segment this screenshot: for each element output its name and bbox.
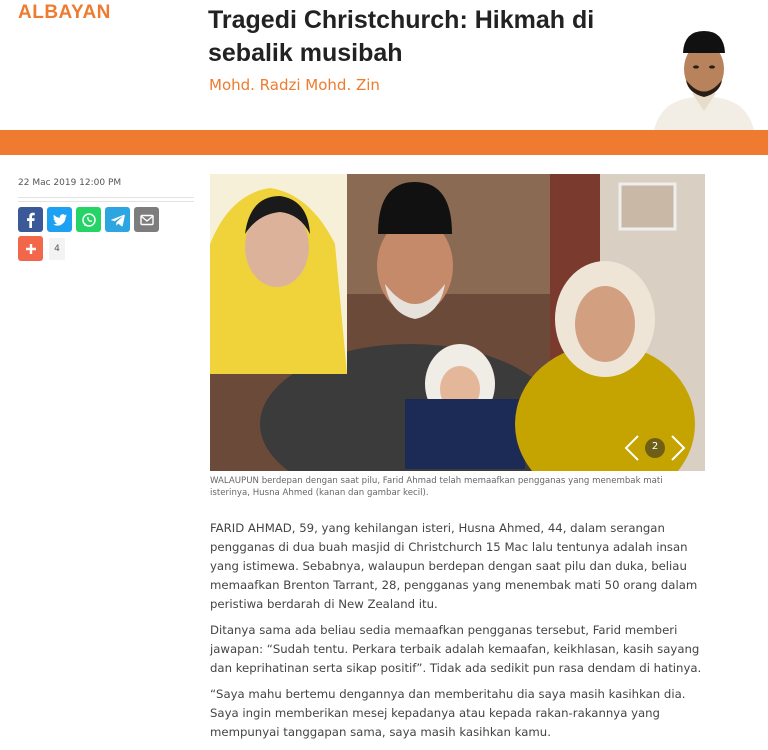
chevron-left-icon[interactable] [626, 436, 638, 460]
article-paragraph: Ditanya sama ada beliau sedia memaafkan pengganas tersebut, Farid memberi jawapan: “Sudah tentu. Perkara terbaik adalah kemaafan, keikhlasan, kasih sayang dan keprihatinan serta sikap positif”. Tidak ada sedikit pun rasa dendam di hatinya. [210, 623, 702, 675]
more-share-button[interactable] [18, 236, 43, 261]
email-icon [139, 212, 155, 228]
chevron-right-icon[interactable] [672, 436, 684, 460]
whatsapp-share-button[interactable] [76, 207, 101, 232]
share-count: 4 [49, 238, 65, 260]
whatsapp-icon [81, 212, 97, 228]
facebook-icon [23, 212, 39, 228]
site-header [0, 0, 768, 130]
twitter-share-button[interactable] [47, 207, 72, 232]
telegram-share-button[interactable] [105, 207, 130, 232]
more-share-row [18, 236, 194, 261]
publish-date: 22 Mac 2019 12:00 PM [18, 170, 194, 198]
article-paragraph: FARID AHMAD, 59, yang kehilangan isteri, Husna Ahmed, 44, dalam serangan pengganas di dua buah masjid di Christchurch 15 Mac lalu tentunya adalah insan yang istimewa. Sebabnya, walaupun berdepan dengan saat pilu dan duka, beliau memaafkan Brenton Tarrant, 28, pengganas yang menembak mati 50 orang dalam peristiwa berdarah di New Zealand itu. [210, 521, 698, 611]
photo-illustration [210, 174, 705, 471]
article-photo[interactable] [210, 174, 705, 471]
article-title: Tragedi Christchurch: Hikmah di sebalik musibah [208, 6, 595, 67]
photo-caption: WALAUPUN berdepan dengan saat pilu, Farid Ahmad telah memaafkan pengganas yang menembak mati isterinya, Husna Ahmed (kanan dan gambar kecil). [210, 476, 663, 498]
plus-icon [24, 242, 38, 256]
email-share-button[interactable] [134, 207, 159, 232]
article-body [210, 519, 715, 749]
article-sidebar [18, 170, 194, 261]
image-counter: 2 [651, 441, 659, 452]
site-logo[interactable]: ALBAYAN [18, 2, 111, 23]
photo-slider-nav [620, 432, 690, 464]
share-buttons [18, 201, 194, 232]
author-avatar [650, 25, 758, 130]
telegram-icon [110, 212, 126, 228]
header-accent-bar [0, 130, 768, 155]
twitter-icon [52, 212, 68, 228]
facebook-share-button[interactable] [18, 207, 43, 232]
article-paragraph: “Saya mahu bertemu dengannya dan memberitahu dia saya masih kasihkan dia. Saya ingin memberikan mesej kepadanya atau kepada rakan-rakannya yang mempunyai tanggapan sama, saya masih kasihkan kamu. [210, 687, 686, 739]
article-author[interactable]: Mohd. Radzi Mohd. Zin [209, 76, 380, 94]
